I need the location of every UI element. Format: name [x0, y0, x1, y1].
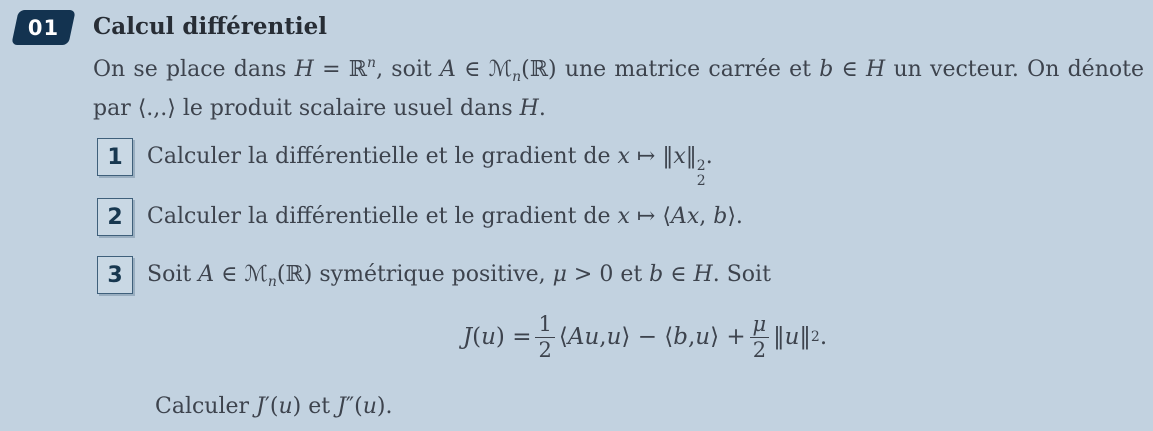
question-3-row: [97, 256, 771, 301]
question-2-number-box: 2: [97, 198, 133, 236]
closing-text: Calculer J′(u) et J″(u).: [155, 394, 393, 419]
exercise-title: Calcul différentiel: [93, 13, 327, 40]
formula-display: [147, 312, 1143, 363]
exercise-number-badge: [11, 10, 75, 45]
formula-row: J ( u ) = $\frac{1}{2}$ ⟨ Au , u ⟩ − ⟨ b , u ⟩ + $\frac{\mu}{2}$ ‖ u ‖ 2 .: [462, 312, 828, 362]
question-2-row: [97, 198, 743, 236]
script-M-symbol: ℳ: [244, 262, 268, 287]
norm-squared-sub2: 2 2: [696, 158, 706, 189]
intro-line-1: On se place dans H = ℝ$^n$, soit A ∈ ℳ$_n$(ℝ) une matrice carrée et b ∈ H un vecteur. On dénote: [93, 55, 1144, 85]
fraction-mu-over-2: $\frac{\mu}{2}$: [750, 312, 769, 363]
question-3-text: Soit A ∈ ℳ$_n$(ℝ) symétrique positive, μ > 0 et b ∈ H. Soit: [147, 262, 771, 290]
intro-line-2: par ⟨.,.⟩ le produit scalaire usuel dans H.: [93, 96, 546, 121]
question-1-text: Calculer la différentielle et le gradient de x ↦ ‖x‖ 2 2 .: [147, 144, 713, 189]
question-2-text: Calculer la différentielle et le gradient de x ↦ ⟨Ax, b⟩.: [147, 204, 743, 229]
question-1-row: [97, 138, 713, 188]
fraction-one-half: $\frac{1}{2}$: [535, 312, 554, 363]
intro-paragraph: [93, 48, 1144, 124]
script-M-symbol: ℳ: [488, 57, 513, 82]
exercise-number: 01: [27, 15, 60, 40]
question-1-number-box: 1: [97, 138, 133, 176]
question-3-number-box: 3: [97, 256, 133, 294]
